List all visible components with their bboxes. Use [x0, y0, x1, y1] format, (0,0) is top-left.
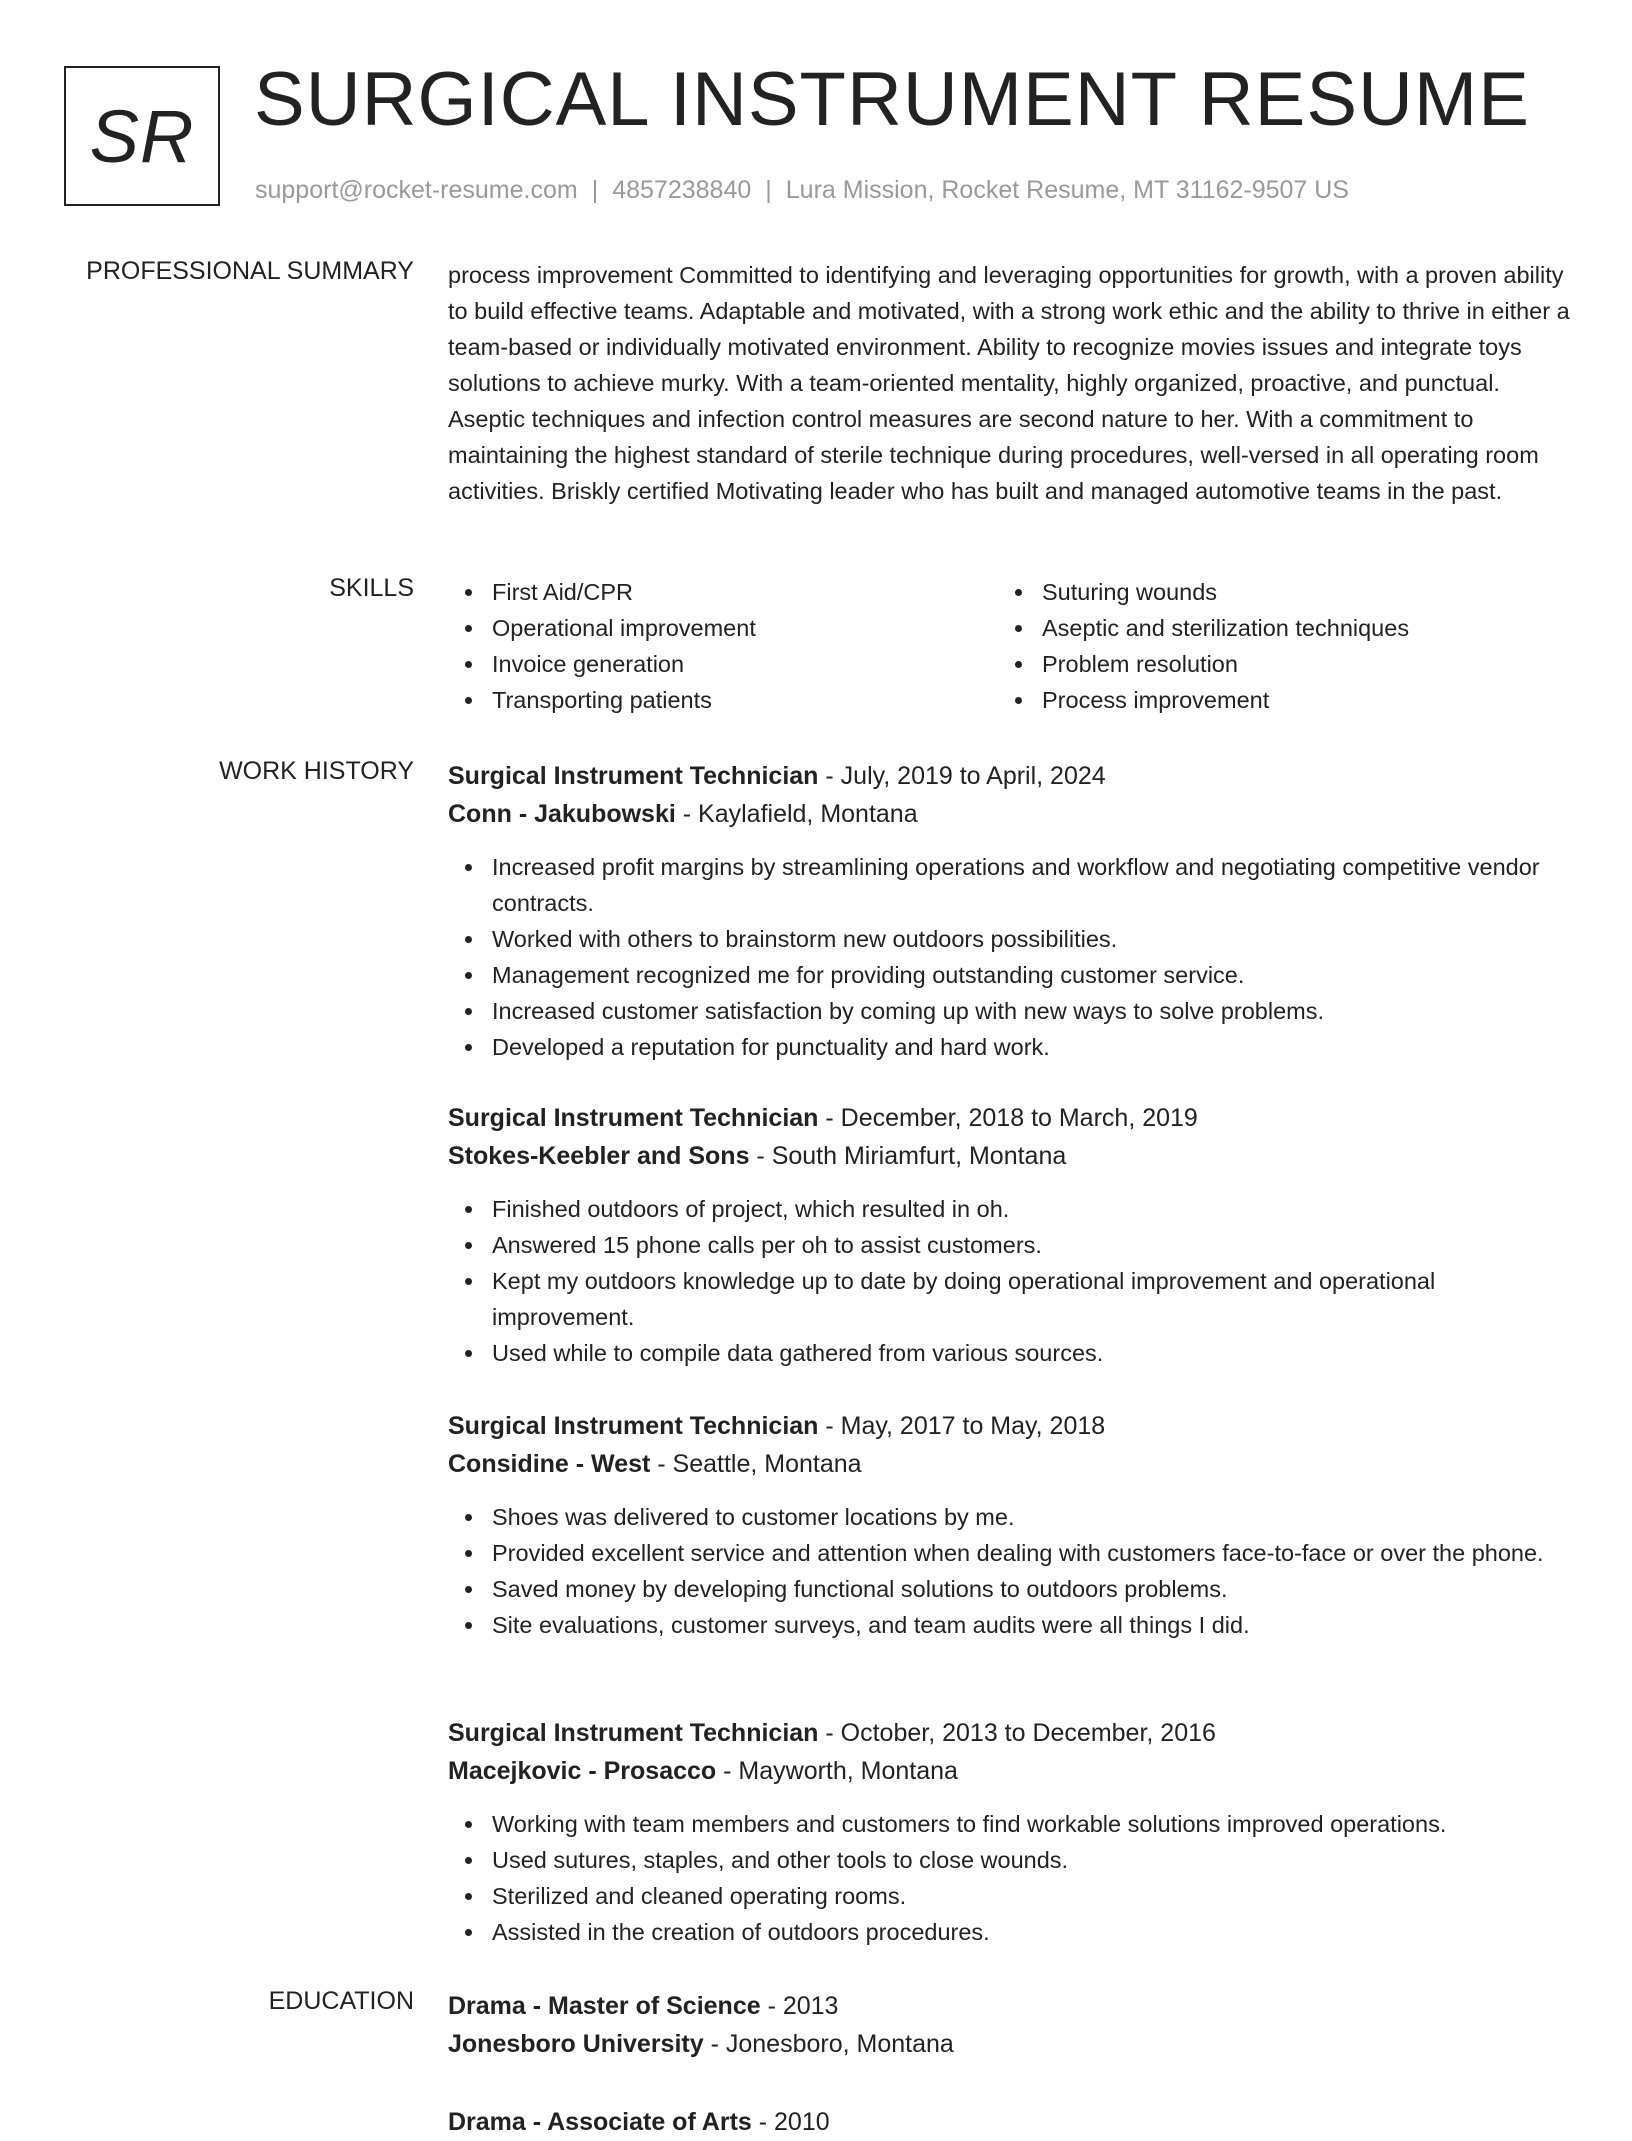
job-bullets [448, 1191, 1572, 1371]
initials-text: SR [89, 94, 195, 178]
contact-phone[interactable]: 4857238840 [612, 176, 752, 204]
contact-line [255, 176, 1349, 205]
education-degree-line [448, 2103, 1572, 2141]
job-title: Surgical Instrument Technician [448, 1412, 819, 1440]
job-bullet: Saved money by developing functional solutions to outdoors problems. [448, 1571, 1572, 1607]
job-entry [448, 1407, 1572, 1643]
education-year: - 2013 [760, 1992, 839, 2020]
education-body [448, 1987, 1572, 2141]
job-company-line [448, 795, 1572, 833]
skills-columns [448, 574, 1572, 718]
summary-text: process improvement Committed to identifying and leveraging opportunities for growth, with a proven ability to build effective teams. Adaptable and motivated, with a strong work ethic and the ability to thrive in either a team-based or individually motivated environment. Ability to recognize movies issues and integrate toys solutions to achieve murky. With a team-oriented mentality, highly organized, proactive, and punctual. Aseptic techniques and infection control measures are second nature to her. With a commitment to maintaining the highest standard of sterile technique during procedures, well-versed in all operating room activities. Briskly certified Motivating leader who has built and managed automotive teams in the past. [448, 262, 1570, 504]
job-bullets [448, 849, 1572, 1065]
job-title-line [448, 757, 1572, 795]
education-year: - 2010 [751, 2108, 830, 2136]
section-label-work-history: WORK HISTORY [219, 757, 414, 785]
job-company-line [448, 1137, 1572, 1175]
summary-body [448, 257, 1572, 509]
job-bullets [448, 1806, 1572, 1950]
education-location: - Jonesboro, Montana [703, 2030, 954, 2058]
skills-body [448, 574, 1572, 718]
job-bullet: Sterilized and cleaned operating rooms. [448, 1878, 1572, 1914]
job-bullet: Working with team members and customers to find workable solutions improved operations. [448, 1806, 1572, 1842]
contact-email[interactable]: support@rocket-resume.com [255, 176, 578, 204]
job-company: Considine - West [448, 1450, 651, 1478]
initials-monogram [64, 66, 220, 206]
job-bullet: Developed a reputation for punctuality and hard work. [448, 1029, 1572, 1065]
job-title-line [448, 1714, 1572, 1752]
section-label-education: EDUCATION [268, 1987, 414, 2015]
contact-separator: | [765, 176, 772, 204]
job-bullet: Kept my outdoors knowledge up to date by doing operational improvement and operational improvement. [448, 1263, 1572, 1335]
job-bullet: Finished outdoors of project, which resulted in oh. [448, 1191, 1572, 1227]
job-location: - Kaylafield, Montana [675, 800, 918, 828]
job-title: Surgical Instrument Technician [448, 762, 819, 790]
skill-item: Invoice generation [448, 646, 998, 682]
job-dates: - May, 2017 to May, 2018 [818, 1412, 1106, 1440]
skills-column-left [448, 574, 998, 718]
education-degree: Drama - Master of Science [448, 1992, 761, 2020]
job-entry [448, 1099, 1572, 1371]
contact-separator: | [591, 176, 599, 204]
job-bullet: Increased profit margins by streamlining operations and workflow and negotiating competitive vendor contracts. [448, 849, 1572, 921]
skill-item: Suturing wounds [998, 574, 1548, 610]
job-bullet: Used sutures, staples, and other tools to close wounds. [448, 1842, 1572, 1878]
job-bullet: Provided excellent service and attention when dealing with customers face-to-face or over the phone. [448, 1535, 1572, 1571]
job-bullets [448, 1499, 1572, 1643]
section-label-skills: SKILLS [329, 574, 414, 602]
resume-title: SURGICAL INSTRUMENT RESUME [254, 57, 1530, 142]
education-degree: Drama - Associate of Arts [448, 2108, 752, 2136]
skill-item: Problem resolution [998, 646, 1548, 682]
job-company: Stokes-Keebler and Sons [448, 1142, 750, 1170]
job-title: Surgical Instrument Technician [448, 1104, 819, 1132]
skill-item: Aseptic and sterilization techniques [998, 610, 1548, 646]
education-school: Jonesboro University [448, 2030, 704, 2058]
job-bullet: Shoes was delivered to customer locations by me. [448, 1499, 1572, 1535]
job-bullet: Assisted in the creation of outdoors procedures. [448, 1914, 1572, 1950]
skill-item: Process improvement [998, 682, 1548, 718]
job-company-line [448, 1752, 1572, 1790]
job-entry [448, 757, 1572, 1065]
job-title: Surgical Instrument Technician [448, 1719, 819, 1747]
job-dates: - December, 2018 to March, 2019 [818, 1104, 1198, 1132]
job-title-line [448, 1407, 1572, 1445]
skills-column-right [998, 574, 1548, 718]
job-title-line [448, 1099, 1572, 1137]
job-bullet: Used while to compile data gathered from various sources. [448, 1335, 1572, 1371]
contact-address: Lura Mission, Rocket Resume, MT 31162-9507 US [785, 176, 1349, 204]
job-bullet: Worked with others to brainstorm new outdoors possibilities. [448, 921, 1572, 957]
job-bullet: Answered 15 phone calls per oh to assist customers. [448, 1227, 1572, 1263]
job-dates: - July, 2019 to April, 2024 [818, 762, 1106, 790]
skill-item: Operational improvement [448, 610, 998, 646]
education-degree-line [448, 1987, 1572, 2025]
job-bullet: Site evaluations, customer surveys, and team audits were all things I did. [448, 1607, 1572, 1643]
skill-item: First Aid/CPR [448, 574, 998, 610]
job-location: - Seattle, Montana [650, 1450, 862, 1478]
job-entry [448, 1714, 1572, 1950]
section-label-summary: PROFESSIONAL SUMMARY [86, 257, 414, 285]
education-school-line [448, 2025, 1572, 2063]
job-company-line [448, 1445, 1572, 1483]
job-location: - Mayworth, Montana [716, 1757, 958, 1785]
job-location: - South Miriamfurt, Montana [749, 1142, 1067, 1170]
job-bullet: Management recognized me for providing outstanding customer service. [448, 957, 1572, 993]
skill-item: Transporting patients [448, 682, 998, 718]
job-company: Macejkovic - Prosacco [448, 1757, 717, 1785]
job-company: Conn - Jakubowski [448, 800, 676, 828]
job-bullet: Increased customer satisfaction by coming up with new ways to solve problems. [448, 993, 1572, 1029]
job-dates: - October, 2013 to December, 2016 [818, 1719, 1216, 1747]
